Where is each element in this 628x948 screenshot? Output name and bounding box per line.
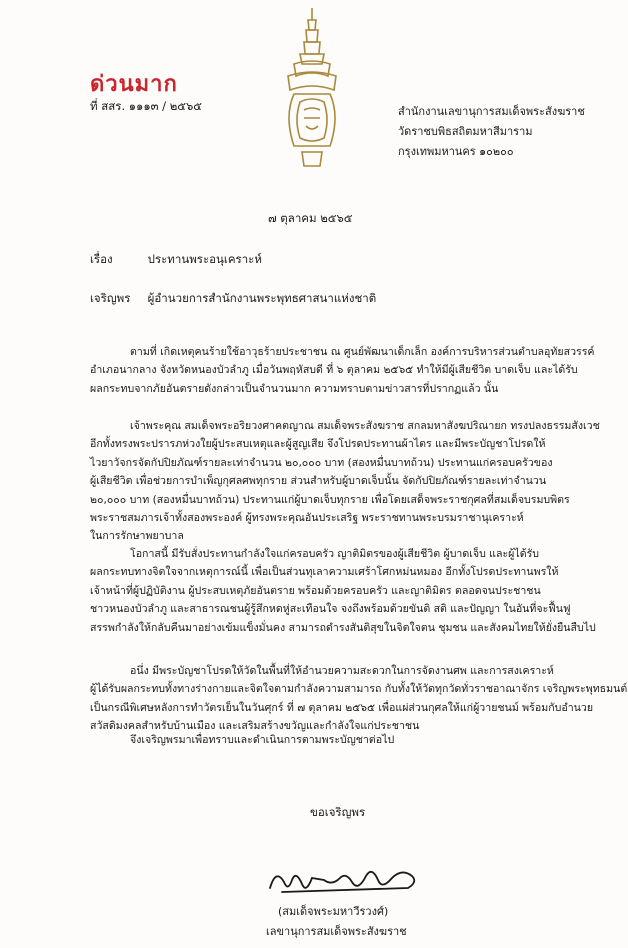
paragraph-line: เจ้าหน้าที่ผู้ปฏิบัติงาน ผู้ประสบเหตุภัยอันตราย พร้อมด้วยครอบครัว และญาติมิตร ตลอดจนประชาชน (90, 584, 541, 597)
paragraph-2 (90, 417, 600, 546)
paragraph-line: อีกทั้งทรงพระปรารภห่วงใยผู้ประสบเหตุและผู้สูญเสีย จึงโปรดประทานผ้าไตร และมีพระบัญชาโปรดให้ (90, 438, 546, 451)
paragraph-line: ตามที่ เกิดเหตุคนร้ายใช้อาวุธร้ายประชาชน ณ ศูนย์พัฒนาเด็กเล็ก องค์การบริหารส่วนตำบลอุทัยสวรรค์ (130, 346, 595, 358)
paragraph-line: พระราชสมภารเจ้าทั้งสองพระองค์ ผู้ทรงพระคุณอันประเสริฐ พระราชทานพระบรมราชานุเคราะห์ (90, 512, 524, 525)
reference-number: ที่ สสร. ๑๑๑๓ / ๒๕๖๕ (90, 99, 202, 113)
attention-text: ผู้อำนวยการสำนักงานพระพุทธศาสนาแห่งชาติ (147, 291, 377, 305)
subject-row (90, 251, 262, 269)
paragraph-line: สรรพกำลังให้กลับคืนมาอย่างเข้มแข็งมั่นคง สามารถดำรงสันติสุขในจิตใจตน ชุมชน และสังคมไทยให้ยั่งยืนสืบไป (90, 621, 596, 634)
paragraph-line: อำเภอนากลาง จังหวัดหนองบัวลำภู เมื่อวันพฤหัสบดี ที่ ๖ ตุลาคม ๒๕๖๕ ทำให้มีผู้เสียชีวิต บาดเจ็บ และได้รับ (90, 364, 578, 377)
paragraph-4 (90, 662, 628, 736)
paragraph-line: ชาวหนองบัวลำภู และสาธารณชนผู้รู้สึกหดหู่สะเทือนใจ จงถึงพร้อมด้วยขันติ สติ และปัญญา ในอันที่จะฟื้นฟู (90, 603, 571, 616)
letter-date: ๗ ตุลาคม ๒๕๖๕ (268, 211, 353, 225)
paragraph-line: ไวยาวัจกรจัดกัปปิยภัณฑ์รายละเท่าจำนวน ๒๐,๐๐๐ บาท (สองหมื่นบาทถ้วน) ประทานแก่ครอบครัวของ (90, 456, 553, 469)
signer-title: เลขานุการสมเด็จพระสังฆราช (266, 925, 407, 938)
paragraph-line: อนึ่ง มีพระบัญชาโปรดให้วัดในพื้นที่ให้อำนวยความสะดวกในการจัดงานศพ และการสงเคราะห์ (130, 665, 554, 677)
office-address (398, 102, 585, 162)
signer-name: (สมเด็จพระมหาวีรวงศ์) (278, 905, 389, 918)
urgency-stamp: ด่วนมาก (90, 72, 178, 97)
emblem-icon (280, 6, 344, 172)
paragraph-line: เป็นกรณีพิเศษหลังการทำวัตรเย็นในวันศุกร์ ที่ ๗ ตุลาคม ๒๕๖๕ เพื่อแผ่ส่วนกุศลให้แก่ผู้วายชนม์ พร้อมกับอำนวย (90, 701, 594, 714)
subject-label: เรื่อง (90, 252, 113, 266)
paragraph-1 (90, 343, 595, 398)
paragraph-line: ๒๐,๐๐๐ บาท (สองหมื่นบาทถ้วน) ประทานแก่ผู้บาดเจ็บทุกราย เพื่อโดยเสด็จพระราชกุศลที่สมเด็จบรมบพิตร (90, 493, 570, 506)
paragraph-3 (90, 545, 596, 637)
attention-row (90, 290, 376, 308)
office-name: สำนักงานเลขานุการสมเด็จพระสังฆราช (398, 105, 585, 118)
paragraph-line: โอกาสนี้ มีรับสั่งประทานกำลังใจแก่ครอบครัว ญาติมิตรของผู้เสียชีวิต ผู้บาดเจ็บ และผู้ได้รับ (130, 548, 540, 560)
office-temple: วัดราชบพิธสถิตมหาสีมาราม (398, 125, 533, 138)
office-city: กรุงเทพมหานคร ๑๐๒๐๐ (398, 145, 514, 158)
paragraph-line: จึงเจริญพรมาเพื่อทราบและดำเนินการตามพระบัญชาต่อไป (130, 734, 395, 746)
paragraph-line: ผลกระทบทางจิตใจจากเหตุการณ์นี้ เพื่อเป็นส่วนทุเลาความเศร้าโศกหม่นหมอง อีกทั้งโปรดประทานพรให้ (90, 566, 559, 579)
paragraph-line: ผลกระทบจากภัยอันตรายดังกล่าวเป็นจำนวนมาก ความทราบตามข่าวสารที่ปรากฏแล้ว นั้น (90, 382, 499, 395)
paragraph-line: ผู้ได้รับผลกระทบทั้งทางร่างกายและจิตใจตามกำลังความสามารถ กับทั้งให้วัดทุกวัดทั่วราชอาณาจักร เจริญพระพุทธมนต์ (90, 683, 628, 696)
paragraph-line: สวัสดิมงคลสำหรับบ้านเมือง และเสริมสร้างขวัญและกำลังใจแก่ประชาชน (90, 720, 420, 733)
paragraph-5 (90, 731, 560, 749)
subject-text: ประทานพระอนุเคราะห์ (147, 252, 262, 266)
closing-salutation: ขอเจริญพร (310, 805, 366, 819)
attention-label: เจริญพร (90, 291, 131, 305)
paragraph-line: ในการรักษาพยาบาล (90, 530, 184, 543)
signature-icon (262, 858, 432, 902)
paragraph-line: เจ้าพระคุณ สมเด็จพระอริยวงศาคตญาณ สมเด็จพระสังฆราช สกลมหาสังฆปริณายก ทรงปลงธรรมสังเวช (130, 420, 600, 432)
paragraph-line: ผู้เสียชีวิต เพื่อช่วยการบำเพ็ญกุศลศพทุกราย ส่วนสำหรับผู้บาดเจ็บนั้น จัดกัปปิยภัณฑ์รายละเท่าจำนวน (90, 475, 547, 488)
